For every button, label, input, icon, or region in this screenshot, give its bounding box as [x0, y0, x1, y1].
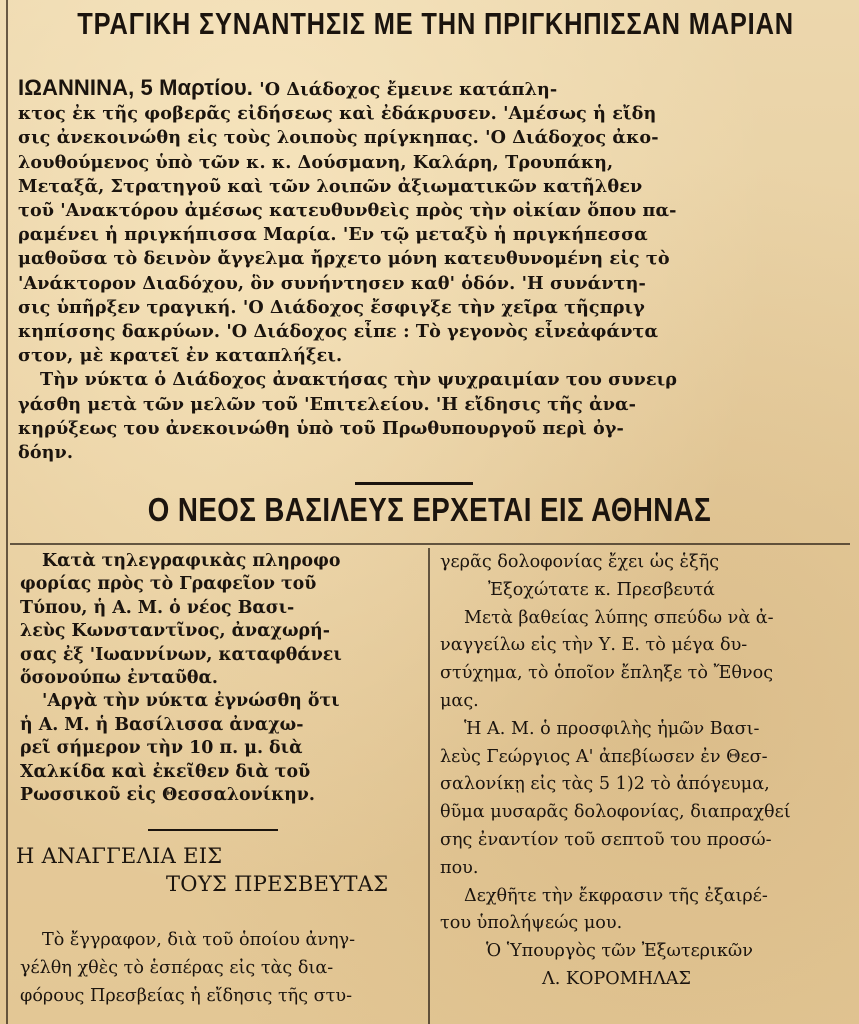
article3-line: Τὸ ἔγγραφον, διὰ τοῦ ὁποίου ἀνηγ-: [42, 930, 356, 950]
article2-para2-line: ἡ Α. Μ. ἡ Βασίλισσα ἀναχω-: [20, 714, 304, 735]
column-rule: [6, 0, 8, 1024]
article3-line: σης ἐναντίον τοῦ σεπτοῦ του προσώ-: [440, 829, 772, 850]
article1-para2-line: δόην.: [18, 442, 74, 464]
article3-line: ναγγείλω εἰς τὴν Υ. Ε. τὸ μέγα δυ-: [440, 635, 748, 656]
article3-right-column: [440, 549, 842, 994]
column-divider: [428, 548, 430, 1024]
article3-signature-title: Ὁ Ὑπουργὸς τῶν Ἐξωτερικῶν: [486, 941, 753, 962]
article2-line: σας ἐξ 'Ιωαννίνων, καταφθάνει: [20, 644, 342, 665]
article1-para2-line: γάσθη μετὰ τῶν μελῶν τοῦ 'Επιτελείου. 'Η εἴδησις τῆς ἀνα-: [18, 393, 637, 415]
article1-line-1: ΙΩΑΝΝΙΝΑ, 5 Μαρτίου. 'Ο Διάδοχος ἔμεινε κατάπλη-: [18, 76, 558, 100]
article1-dateline: ΙΩΑΝΝΙΝΑ, 5 Μαρτίου.: [18, 76, 254, 100]
article2-para2-line: Χαλκίδα καὶ ἐκεῖθεν διὰ τοῦ: [20, 761, 311, 782]
article2-line: Τύπου, ἡ Α. Μ. ὁ νέος Βασι-: [20, 597, 295, 618]
horizontal-rule: [10, 543, 850, 545]
article1-line: μαθοῦσα τὸ δεινὸν ἄγγελμα ἤρχετο μόνη κατευθυνομένη εἰς τὸ: [18, 248, 670, 270]
article1-headline: ΤΡΑΓΙΚΗ ΣΥΝΑΝΤΗΣΙΣ ΜΕ ΤΗΝ ΠΡΙΓΚΗΠΙΣΣΑΝ ΜΑΡΙΑΝ: [77, 6, 794, 41]
article3-line: Ἡ Α. Μ. ὁ προσφιλὴς ἡμῶν Βασι-: [464, 718, 760, 739]
article1-line: στον, μὲ κρατεῖ ἐν καταπλήξει.: [18, 345, 343, 367]
article3-line: που.: [440, 857, 479, 878]
article3-heading-line2: ΤΟΥΣ ΠΡΕΣΒΕΥΤΑΣ: [166, 872, 389, 896]
article3-line: του ὑπολήψεώς μου.: [440, 913, 623, 934]
article1-line: Μεταξᾶ, Στρατηγοῦ καὶ τῶν λοιπῶν ἀξιωματικῶν κατῆλθεν: [18, 175, 643, 197]
article2-para2-line: Ρωσσικοῦ εἰς Θεσσαλονίκην.: [20, 785, 315, 806]
article1-para2-line: Τὴν νύκτα ὁ Διάδοχος ἀνακτήσας τὴν ψυχραιμίαν του συνειρ: [40, 369, 678, 391]
article3-left-column: [20, 926, 418, 1010]
article2-left-column: [20, 550, 418, 807]
article3-line: στύχημα, τὸ ὁποῖον ἔπληξε τὸ Ἔθνος: [440, 663, 774, 684]
article1-line: τοῦ 'Ανακτόρου ἀμέσως κατευθυνθεὶς πρὸς τὴν οἰκίαν ὅπου πα-: [18, 200, 677, 222]
article1-line: σις ἀνεκοινώθη εἰς τοὺς λοιποὺς πρίγκηπας. 'Ο Διάδοχος ἀκο-: [18, 127, 659, 149]
article1-body: [18, 76, 833, 465]
article1-line: σις ὑπῆρξεν τραγική. 'Ο Διάδοχος ἔσφιγξε τὴν χεῖρα τῆςπριγ: [18, 296, 645, 318]
article2-line: ὅσονούπω ἐνταῦθα.: [20, 668, 218, 689]
article1-para2-line: κηρύξεως του ἀνεκοινώθη ὑπὸ τοῦ Πρωθυπουργοῦ περὶ ὀγ-: [18, 417, 624, 439]
section-separator: [148, 829, 278, 831]
article3-line: μας.: [440, 690, 479, 711]
article3-signature-name: Λ. ΚΟΡΟΜΗΛΑΣ: [542, 968, 691, 989]
article3-heading-line1: Η ΑΝΑΓΓΕΛΙΑ ΕΙΣ: [16, 844, 223, 868]
article3-line: φόρους Πρεσβείας ἡ εἴδησις τῆς στυ-: [20, 986, 353, 1006]
article3-line: θῦμα μυσαρᾶς δολοφονίας, διαπραχθεί: [440, 802, 791, 823]
article3-line: Δεχθῆτε τὴν ἔκφρασιν τῆς ἐξαιρέ-: [464, 885, 768, 906]
article3-line: γερᾶς δολοφονίας ἔχει ὡς ἑξῆς: [440, 552, 720, 572]
article3-line: σαλονίκῃ εἰς τὰς 5 1)2 τὸ ἀπόγευμα,: [440, 774, 770, 795]
article2-para2-line: ρεῖ σήμερον τὴν 10 π. μ. διὰ: [20, 738, 303, 759]
article2-para2-line: 'Αργὰ τὴν νύκτα ἐγνώσθη ὅτι: [42, 691, 340, 712]
article1-line: 'Ανάκτορον Διαδόχου, ὃν συνήντησεν καθ' ὁδόν. 'Η συνάντη-: [18, 272, 646, 294]
article3-salutation: Ἐξοχώτατε κ. Πρεσβευτά: [488, 579, 715, 600]
article1-line: λουθούμενος ὑπὸ τῶν κ. κ. Δούσμανη, Καλάρη, Τρουπάκη,: [18, 151, 614, 173]
article1-line: ραμένει ἡ πριγκήπισσα Μαρία. 'Εν τῷ μεταξὺ ἡ πριγκήπεσσα: [18, 224, 648, 246]
section-separator: [355, 482, 473, 485]
article1-line: κηπίσσης δακρύων. 'Ο Διάδοχος εἶπε : Τὸ γεγονὸς εἶνεἀφάντα: [18, 321, 659, 343]
article3-line: Μετὰ βαθείας λύπης σπεύδω νὰ ἀ-: [464, 607, 774, 628]
article3-line: λεὺς Γεώργιος Α' ἀπεβίωσεν ἐν Θεσ-: [440, 746, 768, 767]
article3-line: γέλθη χθὲς τὸ ἑσπέρας εἰς τὰς δια-: [20, 958, 334, 978]
article2-headline: Ο ΝΕΟΣ ΒΑΣΙΛΕΥΣ ΕΡΧΕΤΑΙ ΕΙΣ ΑΘΗΝΑΣ: [147, 491, 712, 528]
article2-line: Κατὰ τηλεγραφικὰς πληροφο: [42, 551, 341, 571]
article2-line: λεὺς Κωνσταντῖνος, ἀναχωρή-: [20, 621, 330, 642]
article2-line: φορίας πρὸς τὸ Γραφεῖον τοῦ: [20, 574, 317, 595]
article3-heading: [16, 842, 416, 898]
article1-line: κτος ἐκ τῆς φοβερᾶς εἰδήσεως καὶ ἐδάκρυσεν. 'Αμέσως ἡ εἴδη: [18, 103, 657, 125]
